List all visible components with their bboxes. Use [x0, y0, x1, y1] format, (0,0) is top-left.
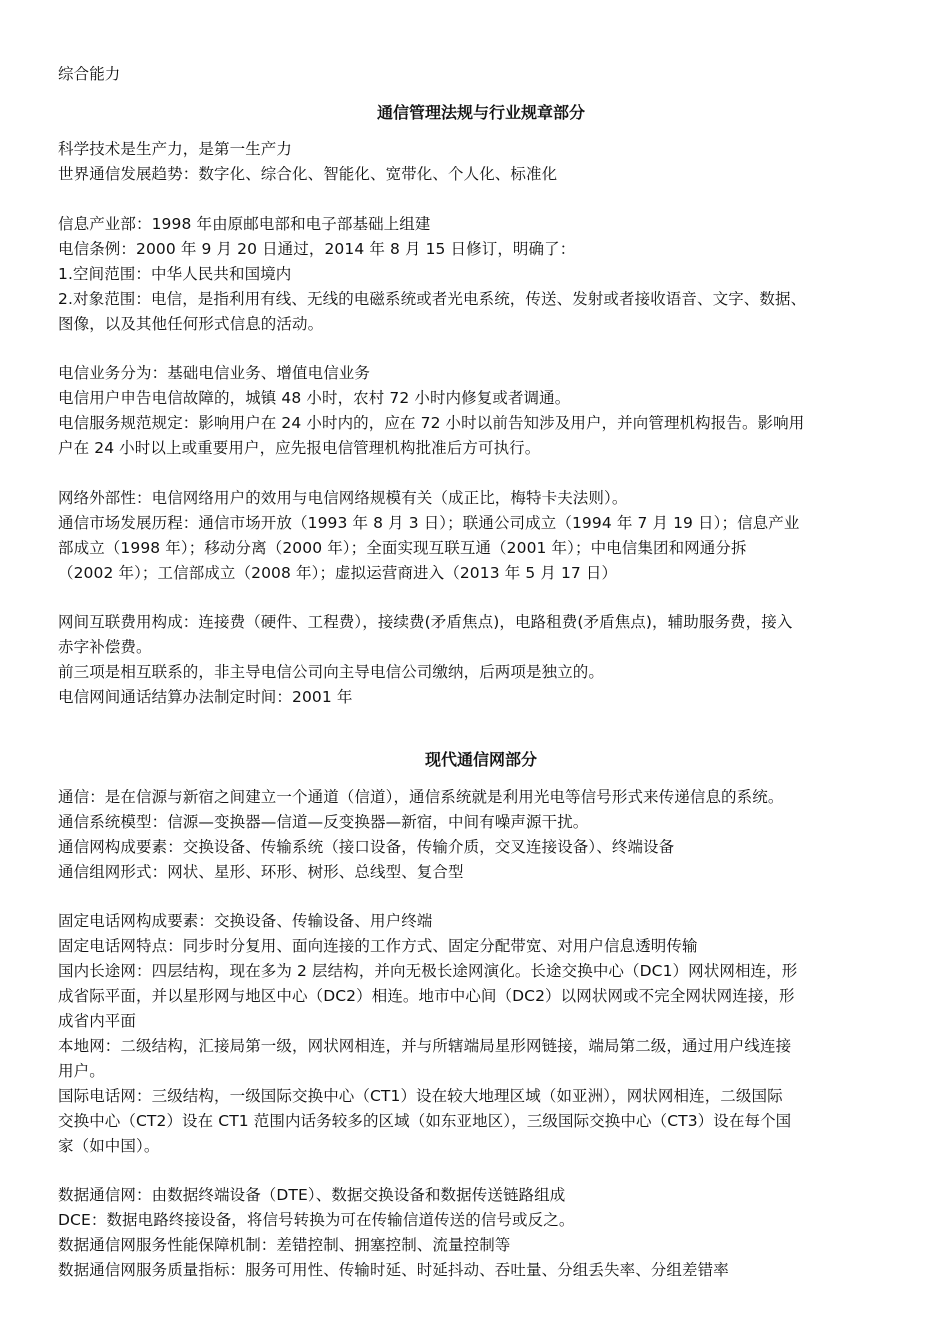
paragraph-line: 成省际平面，并以星形网与地区中心（DC2）相连。地市中心间（DC2）以网状网或不完全网状网连接，形 — [58, 987, 795, 1005]
paragraph-line: 图像，以及其他任何形式信息的活动。 — [58, 315, 324, 333]
paragraph-line: 电信服务规范规定：影响用户在 24 小时内的，应在 72 小时以前告知涉及用户，并向管理机构报告。影响用 — [58, 414, 805, 432]
paragraph-line: 电信网间通话结算办法制定时间：2001 年 — [58, 688, 353, 706]
paragraph-line: （2002 年）；工信部成立（2008 年）；虚拟运营商进入（2013 年 5 月 17 日） — [58, 564, 618, 582]
paragraph-line: 国内长途网：四层结构，现在多为 2 层结构，并向无极长途网演化。长途交换中心（DC1）网状网相连，形 — [58, 962, 798, 980]
paragraph-line: 本地网：二级结构，汇接局第一级，网状网相连，并与所辖端局星形网链接，端局第二级，通过用户线连接 — [58, 1037, 792, 1055]
paragraph-line: 电信业务分为：基础电信业务、增值电信业务 — [58, 364, 371, 382]
paragraph-line: 用户。 — [58, 1062, 105, 1080]
paragraph-line: 数据通信网服务质量指标：服务可用性、传输时延、时延抖动、吞吐量、分组丢失率、分组差错率 — [58, 1261, 729, 1279]
paragraph-line: 通信市场发展历程：通信市场开放（1993 年 8 月 3 日）；联通公司成立（1994 年 7 月 19 日）；信息产业 — [58, 514, 800, 532]
paragraph-line: 通信系统模型：信源—变换器—信道—反变换器—新宿，中间有噪声源干扰。 — [58, 813, 589, 831]
paragraph-line: 网络外部性：电信网络用户的效用与电信网络规模有关（成正比，梅特卡夫法则）。 — [58, 489, 628, 507]
paragraph-line: 1.空间范围：中华人民共和国境内 — [58, 265, 292, 283]
paragraph-line: 数据通信网服务性能保障机制：差错控制、拥塞控制、流量控制等 — [58, 1236, 511, 1254]
section-heading-regulations: 通信管理法规与行业规章部分 — [376, 103, 585, 122]
paragraph-line: 户在 24 小时以上或重要用户，应先报电信管理机构批准后方可执行。 — [58, 439, 541, 457]
paragraph-line: 数据通信网：由数据终端设备（DTE）、数据交换设备和数据传送链路组成 — [58, 1186, 566, 1204]
paragraph-line: 成省内平面 — [58, 1012, 137, 1030]
section-heading-modern-network: 现代通信网部分 — [424, 750, 537, 769]
paragraph-line: 固定电话网特点：同步时分复用、面向连接的工作方式、固定分配带宽、对用户信息透明传输 — [58, 937, 698, 955]
paragraph-line: 电信条例：2000 年 9 月 20 日通过，2014 年 8 月 15 日修订，明确了： — [58, 240, 576, 258]
paragraph-line: 网间互联费用构成：连接费（硬件、工程费），接续费(矛盾焦点)，电路租费(矛盾焦点)，辅助服务费，接入 — [58, 613, 793, 631]
paragraph-line: 电信用户申告电信故障的，城镇 48 小时，农村 72 小时内修复或者调通。 — [58, 389, 571, 407]
paragraph-line: 赤字补偿费。 — [58, 638, 152, 656]
paragraph-line: 家（如中国）。 — [58, 1137, 160, 1155]
paragraph-line: 通信：是在信源与新宿之间建立一个通道（信道），通信系统就是利用光电等信号形式来传递信息的系统。 — [58, 788, 784, 806]
paragraph-line: 世界通信发展趋势：数字化、综合化、智能化、宽带化、个人化、标准化 — [58, 165, 558, 183]
paragraph-line: 固定电话网构成要素：交换设备、传输设备、用户终端 — [58, 912, 433, 930]
paragraph-line: 2.对象范围：电信，是指利用有线、无线的电磁系统或者光电系统，传送、发射或者接收语音、文字、数据、 — [58, 290, 807, 308]
document-label: 综合能力 — [58, 65, 121, 83]
paragraph-line: 通信网构成要素：交换设备、传输系统（接口设备，传输介质，交叉连接设备）、终端设备 — [58, 838, 675, 856]
paragraph-line: 通信组网形式：网状、星形、环形、树形、总线型、复合型 — [58, 863, 464, 881]
paragraph-line: 交换中心（CT2）设在 CT1 范围内话务较多的区域（如东亚地区），三级国际交换中心（CT3）设在每个国 — [58, 1112, 792, 1130]
paragraph-line: 国际电话网：三级结构，一级国际交换中心（CT1）设在较大地理区域（如亚洲），网状网相连，二级国际 — [58, 1087, 783, 1105]
paragraph-line: 信息产业部：1998 年由原邮电部和电子部基础上组建 — [58, 215, 431, 233]
paragraph-line: 科学技术是生产力，是第一生产力 — [58, 140, 293, 158]
paragraph-line: DCE：数据电路终接设备，将信号转换为可在传输信道传送的信号或反之。 — [58, 1211, 575, 1229]
paragraph-line: 部成立（1998 年）；移动分离（2000 年）；全面实现互联互通（2001 年）；中电信集团和网通分拆 — [58, 539, 747, 557]
paragraph-line: 前三项是相互联系的，非主导电信公司向主导电信公司缴纳，后两项是独立的。 — [58, 663, 605, 681]
